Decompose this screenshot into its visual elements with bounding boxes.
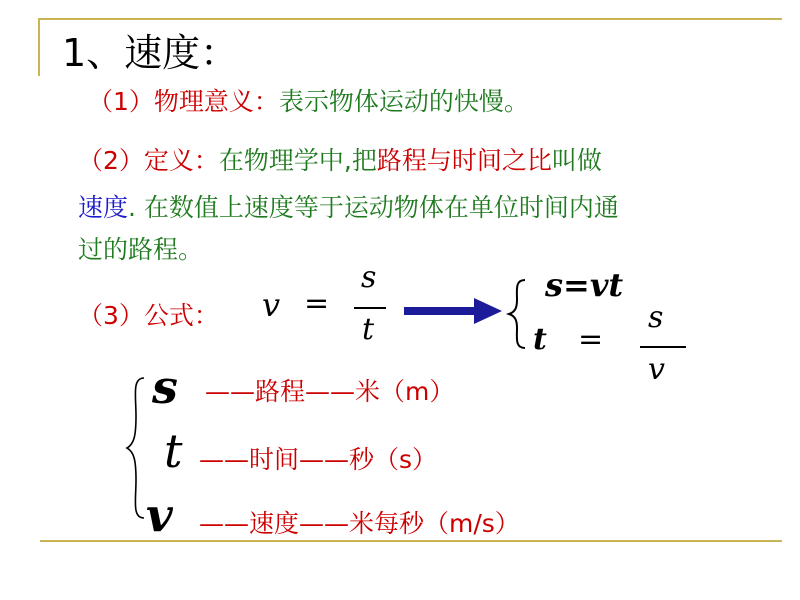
formula-numerator: s <box>361 260 377 295</box>
derived-formula-t-eq: = <box>578 322 604 357</box>
formula-lhs: v <box>262 286 281 324</box>
item2-line1 <box>78 141 602 177</box>
derived-formula-svt: s=vt <box>545 266 624 304</box>
legend-text-v: ——速度——米每秒（m/s） <box>199 509 520 538</box>
left-rule <box>38 18 40 76</box>
legend-symbol-t: t <box>164 424 183 478</box>
derived-formula-numerator: s <box>648 300 664 335</box>
legend-text-s: ——路程——米（m） <box>205 377 455 406</box>
item3-prefix: （3）公式： <box>78 301 219 330</box>
derived-formula-fraction-bar <box>640 346 686 348</box>
item2-line2 <box>78 188 619 224</box>
item2-part-d: 速度 <box>78 193 129 222</box>
formula-denominator: t <box>362 312 375 347</box>
item1-text: 表示物体运动的快慢。 <box>278 87 529 116</box>
formula-brace-icon <box>505 278 531 350</box>
derived-formula-t-lhs: t <box>533 322 547 357</box>
top-rule <box>40 18 782 20</box>
legend-symbol-v: v <box>146 488 173 542</box>
item2-part-e: . 在数值上速度等于运动物体在单位时间内通 <box>128 193 619 222</box>
item1-prefix: （1）物理意义： <box>88 87 279 116</box>
item2-part-c: 叫做 <box>551 146 602 175</box>
derived-formula-denominator: v <box>648 352 665 387</box>
arrow-icon <box>404 296 504 326</box>
legend-text-t: ——时间——秒（s） <box>199 445 438 474</box>
item2-part-b: 路程与时间之比 <box>376 146 552 175</box>
item2-part-a: 在物理学中,把 <box>218 146 377 175</box>
legend-symbol-s: s <box>152 360 178 414</box>
formula-eq: = <box>304 286 330 321</box>
item2-line3: 过的路程。 <box>78 235 204 264</box>
item2-prefix: （2）定义： <box>78 146 219 175</box>
slide-title: 1、速度： <box>62 31 239 75</box>
item1-line <box>88 82 529 118</box>
formula-fraction-bar <box>354 307 386 309</box>
